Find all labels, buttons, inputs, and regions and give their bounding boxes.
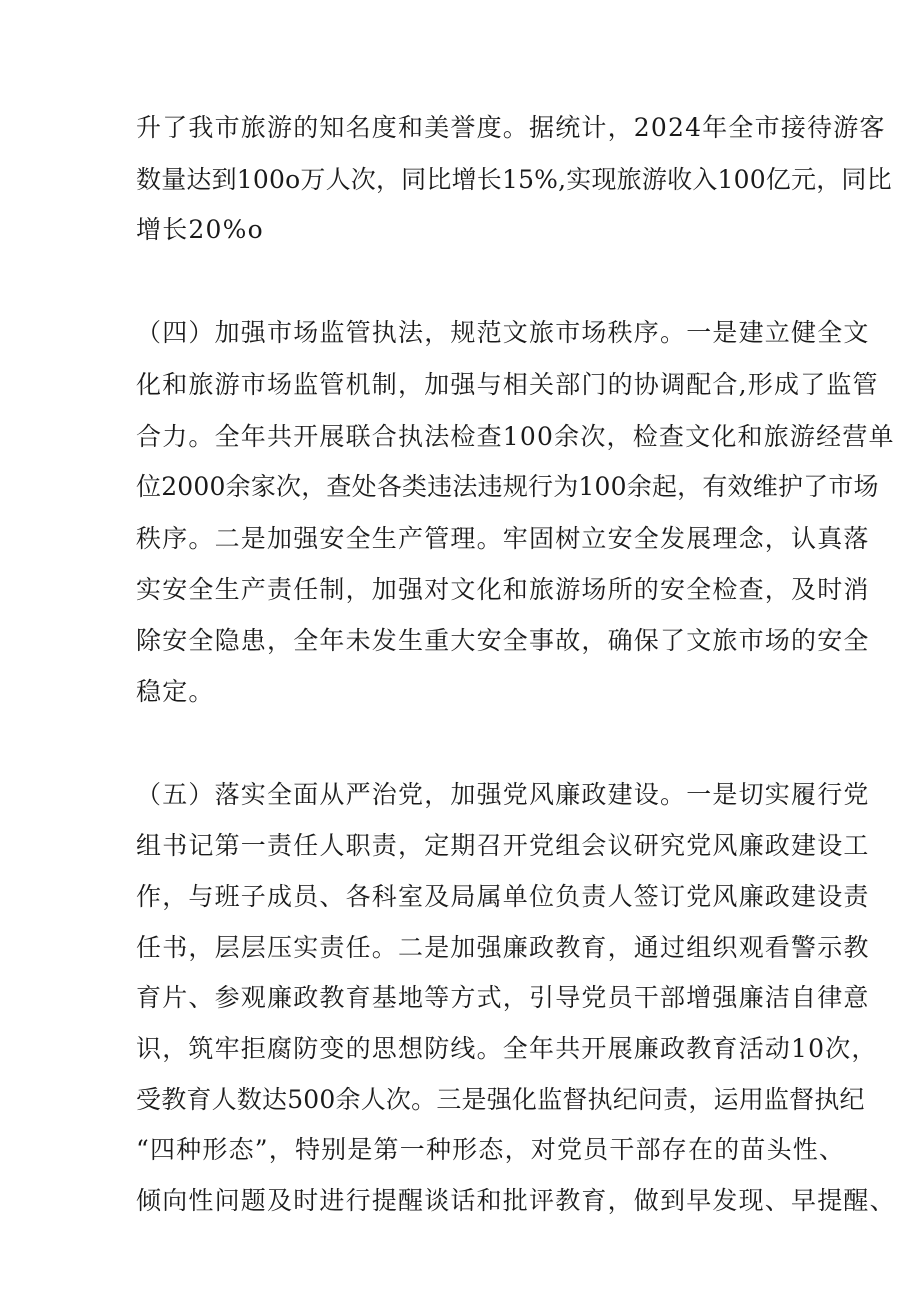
text-line: 育片、参观廉政教育基地等方式，引导党员干部增强廉洁自律意 [136,983,870,1012]
text-line: 受教育人数达500余人次。三是强化监督执纪问责，运用监督执纪 [136,1085,865,1114]
text-line: 作，与班子成员、各科室及局属单位负责人签订党风廉政建设责 [136,882,870,911]
text-line: 组书记第一责任人职责，定期召开党组会议研究党风廉政建设工 [136,831,870,860]
text-line: 倾向性问题及时进行提醒谈话和批评教育，做到早发现、早提醒、 [136,1186,896,1215]
text-line: 任书，层层压实责任。二是加强廉政教育，通过组织观看警示教 [136,933,870,962]
text-line: 增长20%o [136,215,264,244]
text-line: 识，筑牢拒腐防变的思想防线。全年共开展廉政教育活动10次， [136,1034,878,1063]
text-line: 稳定。 [136,677,215,706]
text-line: 化和旅游市场监管机制，加强与相关部门的协调配合,形成了监管 [136,370,879,399]
text-line: 除安全隐患，全年未发生重大安全事故，确保了文旅市场的安全 [136,626,870,655]
text-line: （五）落实全面从严治党，加强党风廉政建设。一是切实履行党 [136,780,870,809]
text-line: 数量达到100o万人次，同比增长15%,实现旅游收入100亿元，同比 [136,165,892,194]
text-line: 升了我市旅游的知名度和美誉度。据统计，2024年全市接待游客 [136,113,886,142]
text-line: （四）加强市场监管执法，规范文旅市场秩序。一是建立健全文 [136,318,870,347]
text-line: 实安全生产责任制，加强对文化和旅游场所的安全检查，及时消 [136,575,870,604]
text-line: 位2000余家次，查处各类违法违规行为100余起，有效维护了市场 [136,472,879,501]
text-line: 秩序。二是加强安全生产管理。牢固树立安全发展理念，认真落 [136,524,870,553]
text-line: “四种形态”，特别是第一种形态，对党员干部存在的苗头性、 [136,1135,846,1164]
text-line: 合力。全年共开展联合执法检查100余次，检查文化和旅游经营单 [136,422,895,451]
